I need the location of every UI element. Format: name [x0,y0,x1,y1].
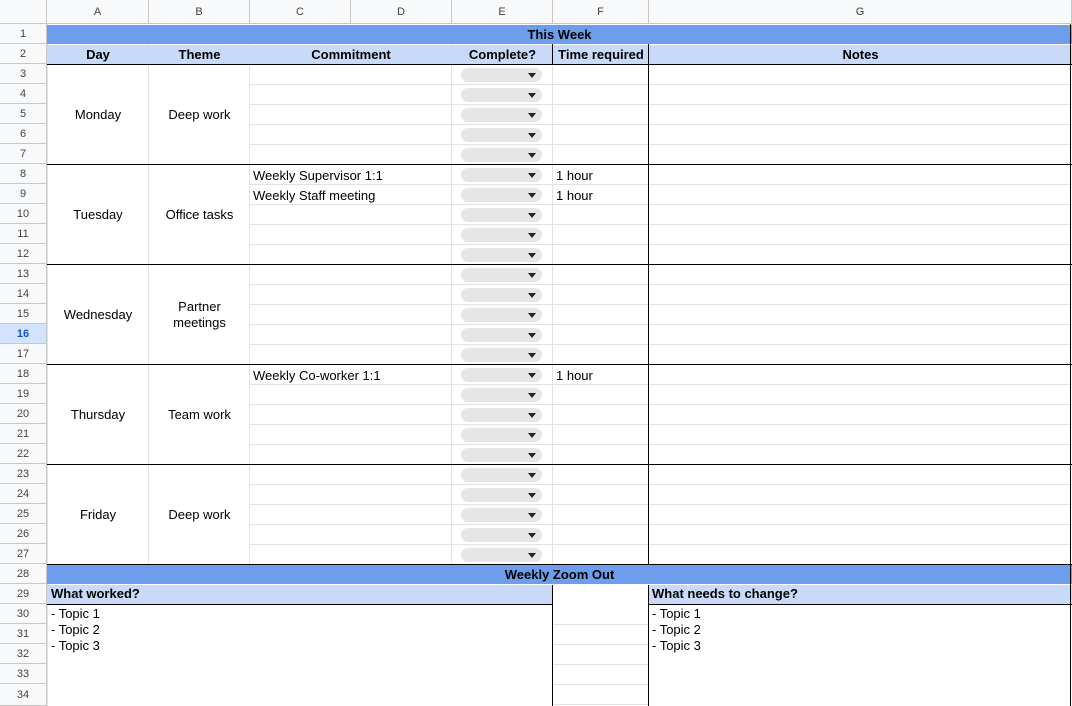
gridline [250,404,1072,405]
row-header[interactable]: 27 [0,544,47,564]
select-all-corner[interactable] [0,0,47,24]
gridline [250,384,1072,385]
day-cell-tuesday[interactable]: Tuesday [73,207,123,222]
gridline [250,424,1072,425]
time-header: Time required [558,47,644,62]
time-cell[interactable]: 1 hour [556,188,593,203]
dropdown-arrow-icon [528,473,536,478]
gridline [250,544,1072,545]
complete-dropdown[interactable] [461,68,542,82]
complete-dropdown[interactable] [461,88,542,102]
row-header[interactable]: 7 [0,144,47,164]
column-header-f[interactable]: F [553,0,649,24]
border [47,364,1072,365]
dropdown-arrow-icon [528,333,536,338]
row-header[interactable]: 9 [0,184,47,204]
border [47,264,1072,265]
row-header[interactable]: 3 [0,64,47,84]
zoom-out-title: Weekly Zoom Out [504,567,615,582]
row-header[interactable]: 17 [0,344,47,364]
theme-cell-friday[interactable]: Deep work [168,507,231,522]
dropdown-arrow-icon [528,533,536,538]
gridline [250,184,1072,185]
complete-dropdown[interactable] [461,348,542,362]
complete-dropdown[interactable] [461,548,542,562]
worked-topics[interactable]: - Topic 1 - Topic 2 - Topic 3 [51,606,100,653]
column-header-b[interactable]: B [149,0,250,24]
dropdown-arrow-icon [528,193,536,198]
commitment-cell[interactable]: Weekly Supervisor 1:1 [253,168,383,183]
row-header[interactable]: 33 [0,664,47,684]
dropdown-arrow-icon [528,393,536,398]
row-header[interactable]: 20 [0,404,47,424]
row-header[interactable]: 2 [0,44,47,64]
gridline [250,324,1072,325]
gridline [250,204,1072,205]
row-header[interactable]: 19 [0,384,47,404]
row-header[interactable]: 21 [0,424,47,444]
border [648,585,649,706]
complete-dropdown[interactable] [461,368,542,382]
complete-dropdown[interactable] [461,328,542,342]
row-header[interactable]: 1 [0,24,47,44]
theme-cell-thursday[interactable]: Team work [168,407,231,422]
complete-dropdown[interactable] [461,408,542,422]
gridline [250,224,1072,225]
row-header[interactable]: 31 [0,624,47,644]
complete-dropdown[interactable] [461,508,542,522]
column-header-c[interactable]: C [250,0,351,24]
gridline [250,104,1072,105]
dropdown-arrow-icon [528,373,536,378]
row-header[interactable]: 32 [0,644,47,664]
complete-dropdown[interactable] [461,488,542,502]
complete-dropdown[interactable] [461,168,542,182]
border [47,464,1072,465]
dropdown-arrow-icon [528,133,536,138]
row-header[interactable]: 13 [0,264,47,284]
row-header[interactable]: 6 [0,124,47,144]
complete-dropdown[interactable] [461,108,542,122]
gridline [553,624,648,625]
complete-dropdown[interactable] [461,128,542,142]
day-cell-wednesday[interactable]: Wednesday [63,307,133,322]
complete-dropdown[interactable] [461,268,542,282]
complete-dropdown[interactable] [461,188,542,202]
border [47,604,553,605]
complete-header: Complete? [468,47,537,62]
gridline [250,524,1072,525]
gridline [553,644,648,645]
gridline [250,124,1072,125]
row-header[interactable]: 25 [0,504,47,524]
border [552,44,553,65]
row-header[interactable]: 24 [0,484,47,504]
complete-dropdown[interactable] [461,148,542,162]
dropdown-arrow-icon [528,413,536,418]
gridline [553,704,648,705]
commitment-header: Commitment [311,47,391,62]
dropdown-arrow-icon [528,153,536,158]
time-cell[interactable]: 1 hour [556,168,593,183]
column-header-d[interactable]: D [351,0,452,24]
dropdown-arrow-icon [528,513,536,518]
day-cell-friday[interactable]: Friday [79,507,117,522]
change-topics[interactable]: - Topic 1 - Topic 2 - Topic 3 [652,606,701,653]
row-header[interactable]: 29 [0,584,47,604]
gridline [250,144,1072,145]
gridline [553,664,648,665]
gridline [250,344,1072,345]
dropdown-arrow-icon [528,113,536,118]
dropdown-arrow-icon [528,173,536,178]
dropdown-arrow-icon [528,493,536,498]
day-header: Day [86,47,110,62]
row-header[interactable]: 23 [0,464,47,484]
gridline [250,304,1072,305]
theme-header: Theme [178,47,221,62]
day-cell-thursday[interactable]: Thursday [70,407,126,422]
row-header[interactable]: 15 [0,304,47,324]
complete-dropdown[interactable] [461,428,542,442]
dropdown-arrow-icon [528,293,536,298]
dropdown-arrow-icon [528,253,536,258]
commitment-cell[interactable]: Weekly Staff meeting [253,188,376,203]
row-header[interactable]: 10 [0,204,47,224]
day-cell-monday[interactable]: Monday [74,107,122,122]
theme-cell-monday[interactable]: Deep work [168,107,231,122]
row-header[interactable]: 16 [0,324,47,344]
gridline [250,504,1072,505]
complete-dropdown[interactable] [461,248,542,262]
row-header[interactable]: 30 [0,604,47,624]
row-header[interactable]: 12 [0,244,47,264]
row-header[interactable]: 5 [0,104,47,124]
dropdown-arrow-icon [528,313,536,318]
gridline [250,84,1072,85]
commitment-cell[interactable]: Weekly Co-worker 1:1 [253,368,381,383]
gridline [552,65,553,565]
dropdown-arrow-icon [528,93,536,98]
column-header-e[interactable]: E [452,0,553,24]
gridline [250,484,1072,485]
complete-dropdown[interactable] [461,528,542,542]
dropdown-arrow-icon [528,213,536,218]
gridline [250,444,1072,445]
dropdown-arrow-icon [528,73,536,78]
border [649,604,1072,605]
worked-label: What worked? [51,586,140,601]
gridline [451,44,452,565]
row-header[interactable]: 28 [0,564,47,584]
border [648,44,649,65]
gridline [553,684,648,685]
border [47,164,1072,165]
complete-dropdown[interactable] [461,388,542,402]
theme-cell-tuesday[interactable]: Office tasks [165,207,234,222]
complete-dropdown[interactable] [461,308,542,322]
dropdown-arrow-icon [528,233,536,238]
row-header[interactable]: 4 [0,84,47,104]
dropdown-arrow-icon [528,353,536,358]
column-header-a[interactable]: A [47,0,149,24]
notes-header: Notes [842,47,879,62]
change-label: What needs to change? [652,586,798,601]
border [552,585,553,706]
complete-dropdown[interactable] [461,448,542,462]
gridline [250,244,1072,245]
dropdown-arrow-icon [528,453,536,458]
worked-area [48,605,552,706]
complete-dropdown[interactable] [461,288,542,302]
time-cell[interactable]: 1 hour [556,368,593,383]
row-header[interactable]: 34 [0,684,47,706]
row-header[interactable]: 11 [0,224,47,244]
border [1070,24,1071,706]
border [648,65,649,565]
border [47,64,1072,65]
row-header[interactable]: 22 [0,444,47,464]
complete-dropdown[interactable] [461,468,542,482]
dropdown-arrow-icon [528,433,536,438]
row-header[interactable]: 14 [0,284,47,304]
border [47,564,1072,565]
row-header[interactable]: 8 [0,164,47,184]
row-header[interactable]: 26 [0,524,47,544]
gridline [250,284,1072,285]
theme-cell-wednesday[interactable]: Partner meetings [173,299,226,330]
change-area [650,605,1071,706]
complete-dropdown[interactable] [461,228,542,242]
row-header[interactable]: 18 [0,364,47,384]
sheet-title: This Week [527,27,592,42]
column-header-g[interactable]: G [649,0,1072,24]
dropdown-arrow-icon [528,273,536,278]
dropdown-arrow-icon [528,553,536,558]
complete-dropdown[interactable] [461,208,542,222]
